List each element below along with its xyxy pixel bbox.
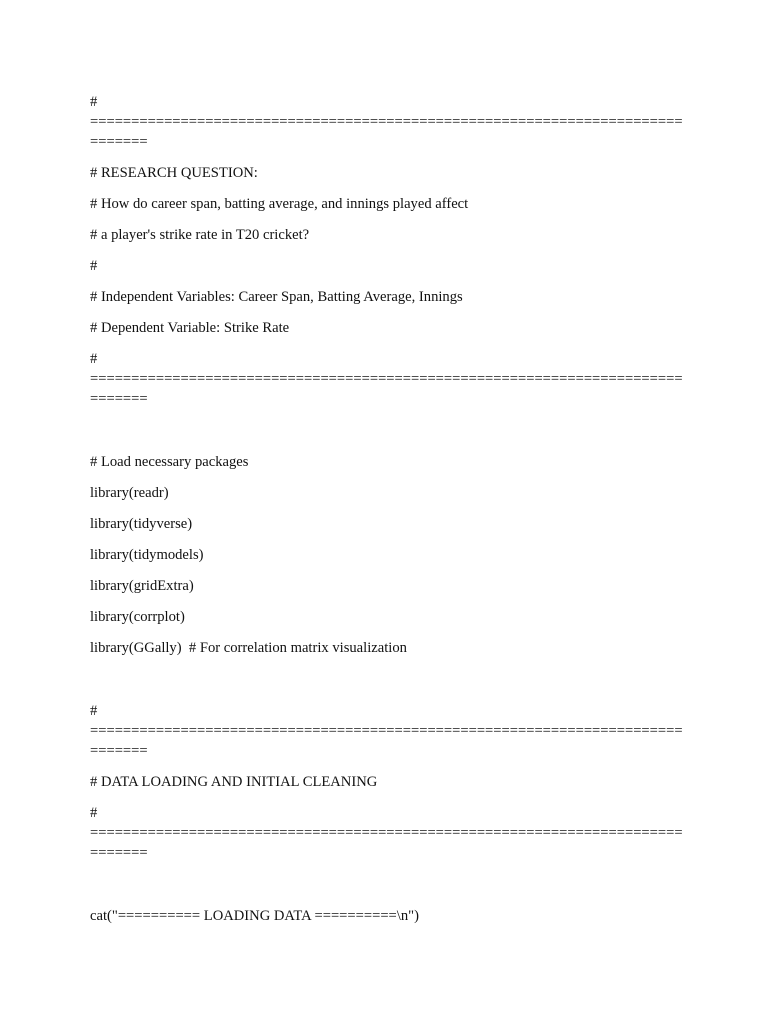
code-line: library(tidyverse) [90,516,193,532]
separator-rule: ======================================================================== [90,114,683,130]
document-page [90,92,690,926]
comment-line: # Dependent Variable: Strike Rate [90,320,290,336]
separator-rule-tail: ======= [90,743,148,759]
comment-hash: # [90,805,98,821]
code-line: cat("========== LOADING DATA ==========\n") [90,908,419,924]
code-line: library(readr) [90,485,169,501]
separator-rule: ======================================================================== [90,723,683,739]
comment-hash: # [90,94,98,110]
comment-line: # RESEARCH QUESTION: [90,165,258,181]
comment-hash: # [90,351,98,367]
comment-line: # Independent Variables: Career Span, Batting Average, Innings [90,289,463,305]
comment-line: # Load necessary packages [90,454,249,470]
separator-rule: ======================================================================== [90,371,683,387]
separator-rule-tail: ======= [90,391,148,407]
comment-line: # DATA LOADING AND INITIAL CLEANING [90,774,378,790]
code-line: library(tidymodels) [90,547,204,563]
comment-line: # How do career span, batting average, and innings played affect [90,196,469,212]
comment-hash: # [90,703,98,719]
separator-block [90,701,690,761]
separator-rule-tail: ======= [90,845,148,861]
separator-block [90,92,690,152]
code-line: library(corrplot) [90,609,185,625]
separator-rule: ======================================================================== [90,825,683,841]
code-line: library(gridExtra) [90,578,194,594]
separator-rule-tail: ======= [90,134,148,150]
comment-line: # [90,258,98,274]
separator-block [90,349,690,409]
code-line: library(GGally) # For correlation matrix visualization [90,640,407,656]
separator-block [90,803,690,863]
comment-line: # a player's strike rate in T20 cricket? [90,227,310,243]
